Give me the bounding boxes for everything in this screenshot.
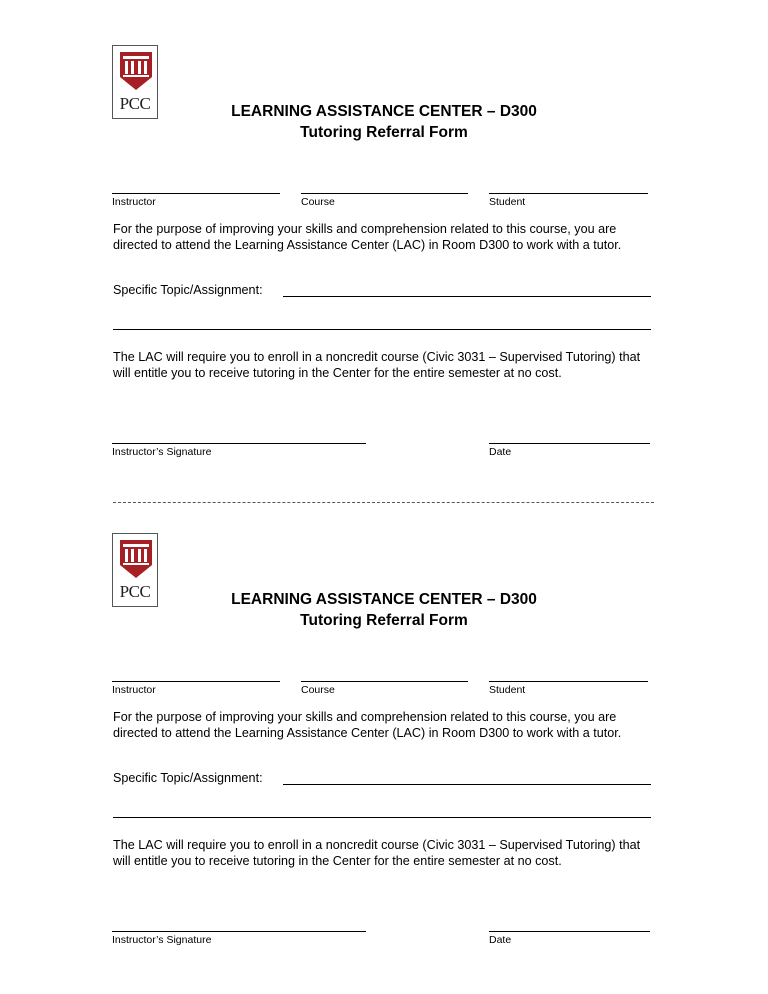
topic-label: Specific Topic/Assignment: [113,283,263,297]
student-caption: Student [489,196,526,208]
date-field[interactable] [489,931,650,953]
form-subtitle: Tutoring Referral Form [300,124,468,141]
instructor-field[interactable] [112,681,280,703]
logo-text: PCC [119,582,151,601]
form-title: LEARNING ASSISTANCE CENTER – D300 [231,591,537,608]
instructor-line[interactable] [112,681,280,682]
course-line[interactable] [301,681,468,682]
topic-label: Specific Topic/Assignment: [113,771,263,785]
date-line[interactable] [489,443,650,444]
course-field[interactable] [301,193,468,215]
signature-caption: Instructor’s Signature [112,934,212,946]
student-caption: Student [489,684,526,696]
form-subtitle: Tutoring Referral Form [300,612,468,629]
student-line[interactable] [489,193,648,194]
logo-text: PCC [119,94,151,113]
date-caption: Date [489,934,512,946]
intro-paragraph: For the purpose of improving your skills and comprehension related to this course, you are directed to attend the Learning Assistance Center (LAC) in Room D300 to work with a tutor. [113,222,622,252]
topic-line-2[interactable] [113,817,651,818]
instructor-caption: Instructor [112,684,156,696]
signature-line[interactable] [112,443,366,444]
date-caption: Date [489,446,512,458]
referral-form-bottom [0,488,768,958]
topic-line-2[interactable] [113,329,651,330]
referral-form-top [0,0,768,470]
intro-paragraph: For the purpose of improving your skills and comprehension related to this course, you are directed to attend the Learning Assistance Center (LAC) in Room D300 to work with a tutor. [113,710,622,740]
signature-field[interactable] [112,443,366,465]
pcc-shield-icon [119,51,153,91]
course-field[interactable] [301,681,468,703]
enroll-paragraph: The LAC will require you to enroll in a noncredit course (Civic 3031 – Supervised Tutoring) that will entitle you to receive tutoring in the Center for the entire semester at no cost. [113,838,641,868]
topic-line-1[interactable] [283,296,651,297]
signature-field[interactable] [112,931,366,953]
form-title: LEARNING ASSISTANCE CENTER – D300 [231,103,537,120]
student-line[interactable] [489,681,648,682]
signature-line[interactable] [112,931,366,932]
instructor-field[interactable] [112,193,280,215]
signature-caption: Instructor’s Signature [112,446,212,458]
enroll-paragraph: The LAC will require you to enroll in a noncredit course (Civic 3031 – Supervised Tutoring) that will entitle you to receive tutoring in the Center for the entire semester at no cost. [113,350,641,380]
student-field[interactable] [489,681,648,703]
course-caption: Course [301,684,335,696]
student-field[interactable] [489,193,648,215]
date-field[interactable] [489,443,650,465]
course-line[interactable] [301,193,468,194]
topic-line-1[interactable] [283,784,651,785]
instructor-caption: Instructor [112,196,156,208]
instructor-line[interactable] [112,193,280,194]
course-caption: Course [301,196,335,208]
date-line[interactable] [489,931,650,932]
pcc-shield-icon [119,539,153,579]
